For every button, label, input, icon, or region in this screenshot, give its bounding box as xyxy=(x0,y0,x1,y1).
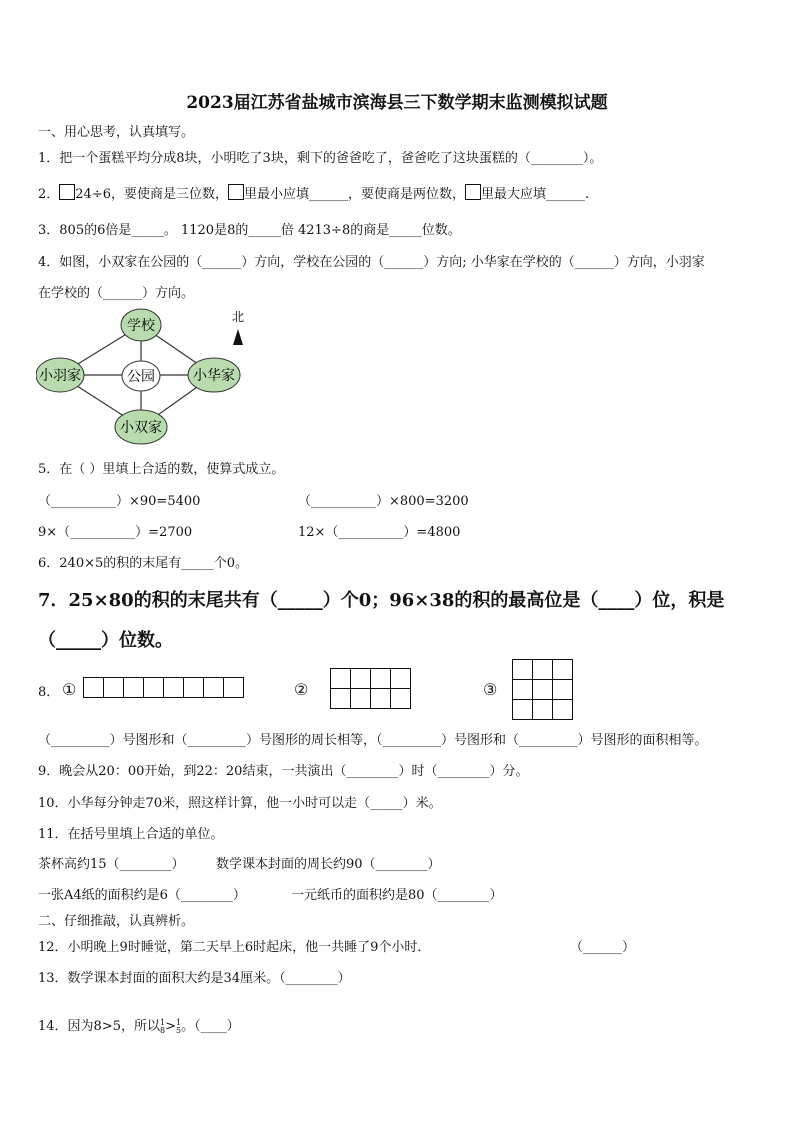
empty-box[interactable] xyxy=(465,184,481,200)
question-5-eq4: 12×（__________）=4800 xyxy=(298,525,461,540)
greater-than-sign: > xyxy=(165,1019,176,1034)
question-11-c: 一张A4纸的面积约是6（________） xyxy=(38,888,246,903)
fraction-denominator: 8 xyxy=(159,1025,166,1035)
question-4-line1: 4．如图，小双家在公园的（______）方向，学校在公园的（______）方向; 小华家在学校的（______）方向，小羽家 xyxy=(38,255,705,270)
question-5-eq3: 9×（__________）=2700 xyxy=(38,525,193,540)
section-heading-2: 二、仔细推敲，认真辨析。 xyxy=(38,914,195,929)
question-12: 12．小明晚上9时睡觉，第二天早上6时起床，他一共睡了9个小时． xyxy=(38,940,431,955)
figure-2-grid xyxy=(330,668,413,710)
question-2-part3: 里最大应填______. xyxy=(481,187,590,202)
north-arrow-icon xyxy=(233,329,243,345)
figure-1-label: ① xyxy=(62,680,77,699)
question-13: 13．数学课本封面的面积大约是34厘米。（________） xyxy=(38,971,351,986)
north-label: 北 xyxy=(231,310,245,324)
question-11-b: 数学课本封面的周长约90（________） xyxy=(216,857,441,872)
question-12-answer: （______） xyxy=(570,940,636,955)
figure-1-grid xyxy=(83,677,245,699)
school-label: 学校 xyxy=(127,318,155,334)
fraction-numerator: 1 xyxy=(159,1017,166,1027)
fraction-denominator: 5 xyxy=(175,1025,182,1035)
question-2-part1: 24÷6，要使商是三位数， xyxy=(75,187,228,202)
xiaoshuang-home-label: 小双家 xyxy=(120,420,162,436)
fraction-numerator: 1 xyxy=(175,1017,182,1027)
empty-box[interactable] xyxy=(228,184,244,200)
question-14-part2: 。（____） xyxy=(181,1019,240,1034)
xiaoyu-home-label: 小羽家 xyxy=(39,368,81,384)
question-1: 1．把一个蛋糕平均分成8块，小明吃了3块，剩下的爸爸吃了，爸爸吃了这块蛋糕的（________）。 xyxy=(38,151,603,166)
question-5: 5．在（ ）里填上合适的数，使算式成立。 xyxy=(38,462,285,477)
empty-box[interactable] xyxy=(59,184,75,200)
question-2-part2: 里最小应填______，要使商是两位数， xyxy=(244,187,466,202)
question-11-d: 一元纸币的面积约是80（________） xyxy=(291,888,503,903)
question-2 xyxy=(38,183,589,202)
question-10: 10．小华每分钟走70米，照这样计算，他一小时可以走（_____）米。 xyxy=(38,796,442,811)
question-2-number: 2． xyxy=(38,187,60,202)
xiaohua-home-label: 小华家 xyxy=(193,368,235,384)
question-6: 6．240×5的积的末尾有_____个0。 xyxy=(38,556,249,571)
figure-2-label: ② xyxy=(294,680,309,699)
question-5-eq2: （__________）×800=3200 xyxy=(298,494,469,509)
question-7-line1: 7．25×80的积的末尾共有（_____）个0；96×38的积的最高位是（____）位，积是 xyxy=(38,590,725,611)
question-11: 11．在括号里填上合适的单位。 xyxy=(38,827,224,842)
question-4-line2: 在学校的（______）方向。 xyxy=(38,286,195,301)
question-9: 9．晚会从20：00开始，到22：20结束，一共演出（________）时（________）分。 xyxy=(38,764,529,779)
park-label: 公园 xyxy=(127,369,155,385)
question-8-number: 8． xyxy=(38,685,60,700)
question-11-a: 茶杯高约15（________） xyxy=(38,857,185,872)
figure-3-label: ③ xyxy=(483,680,498,699)
question-14-part1: 14．因为8>5，所以 xyxy=(38,1019,160,1034)
question-14 xyxy=(38,1015,240,1035)
direction-map xyxy=(36,305,256,450)
question-3: 3．805的6倍是_____。 1120是8的_____倍 4213÷8的商是_____位数。 xyxy=(38,223,461,238)
figure-3-grid xyxy=(512,659,574,721)
question-5-eq1: （__________）×90=5400 xyxy=(38,494,201,509)
question-7-line2: （_____）位数。 xyxy=(38,630,173,651)
question-8-answer: （_________）号图形和（_________）号图形的周长相等，（_________）号图形和（_________）号图形的面积相等。 xyxy=(38,733,708,748)
page-title: 2023届江苏省盐城市滨海县三下数学期末监测模拟试题 xyxy=(186,93,608,113)
section-heading-1: 一、用心思考，认真填写。 xyxy=(38,125,195,140)
